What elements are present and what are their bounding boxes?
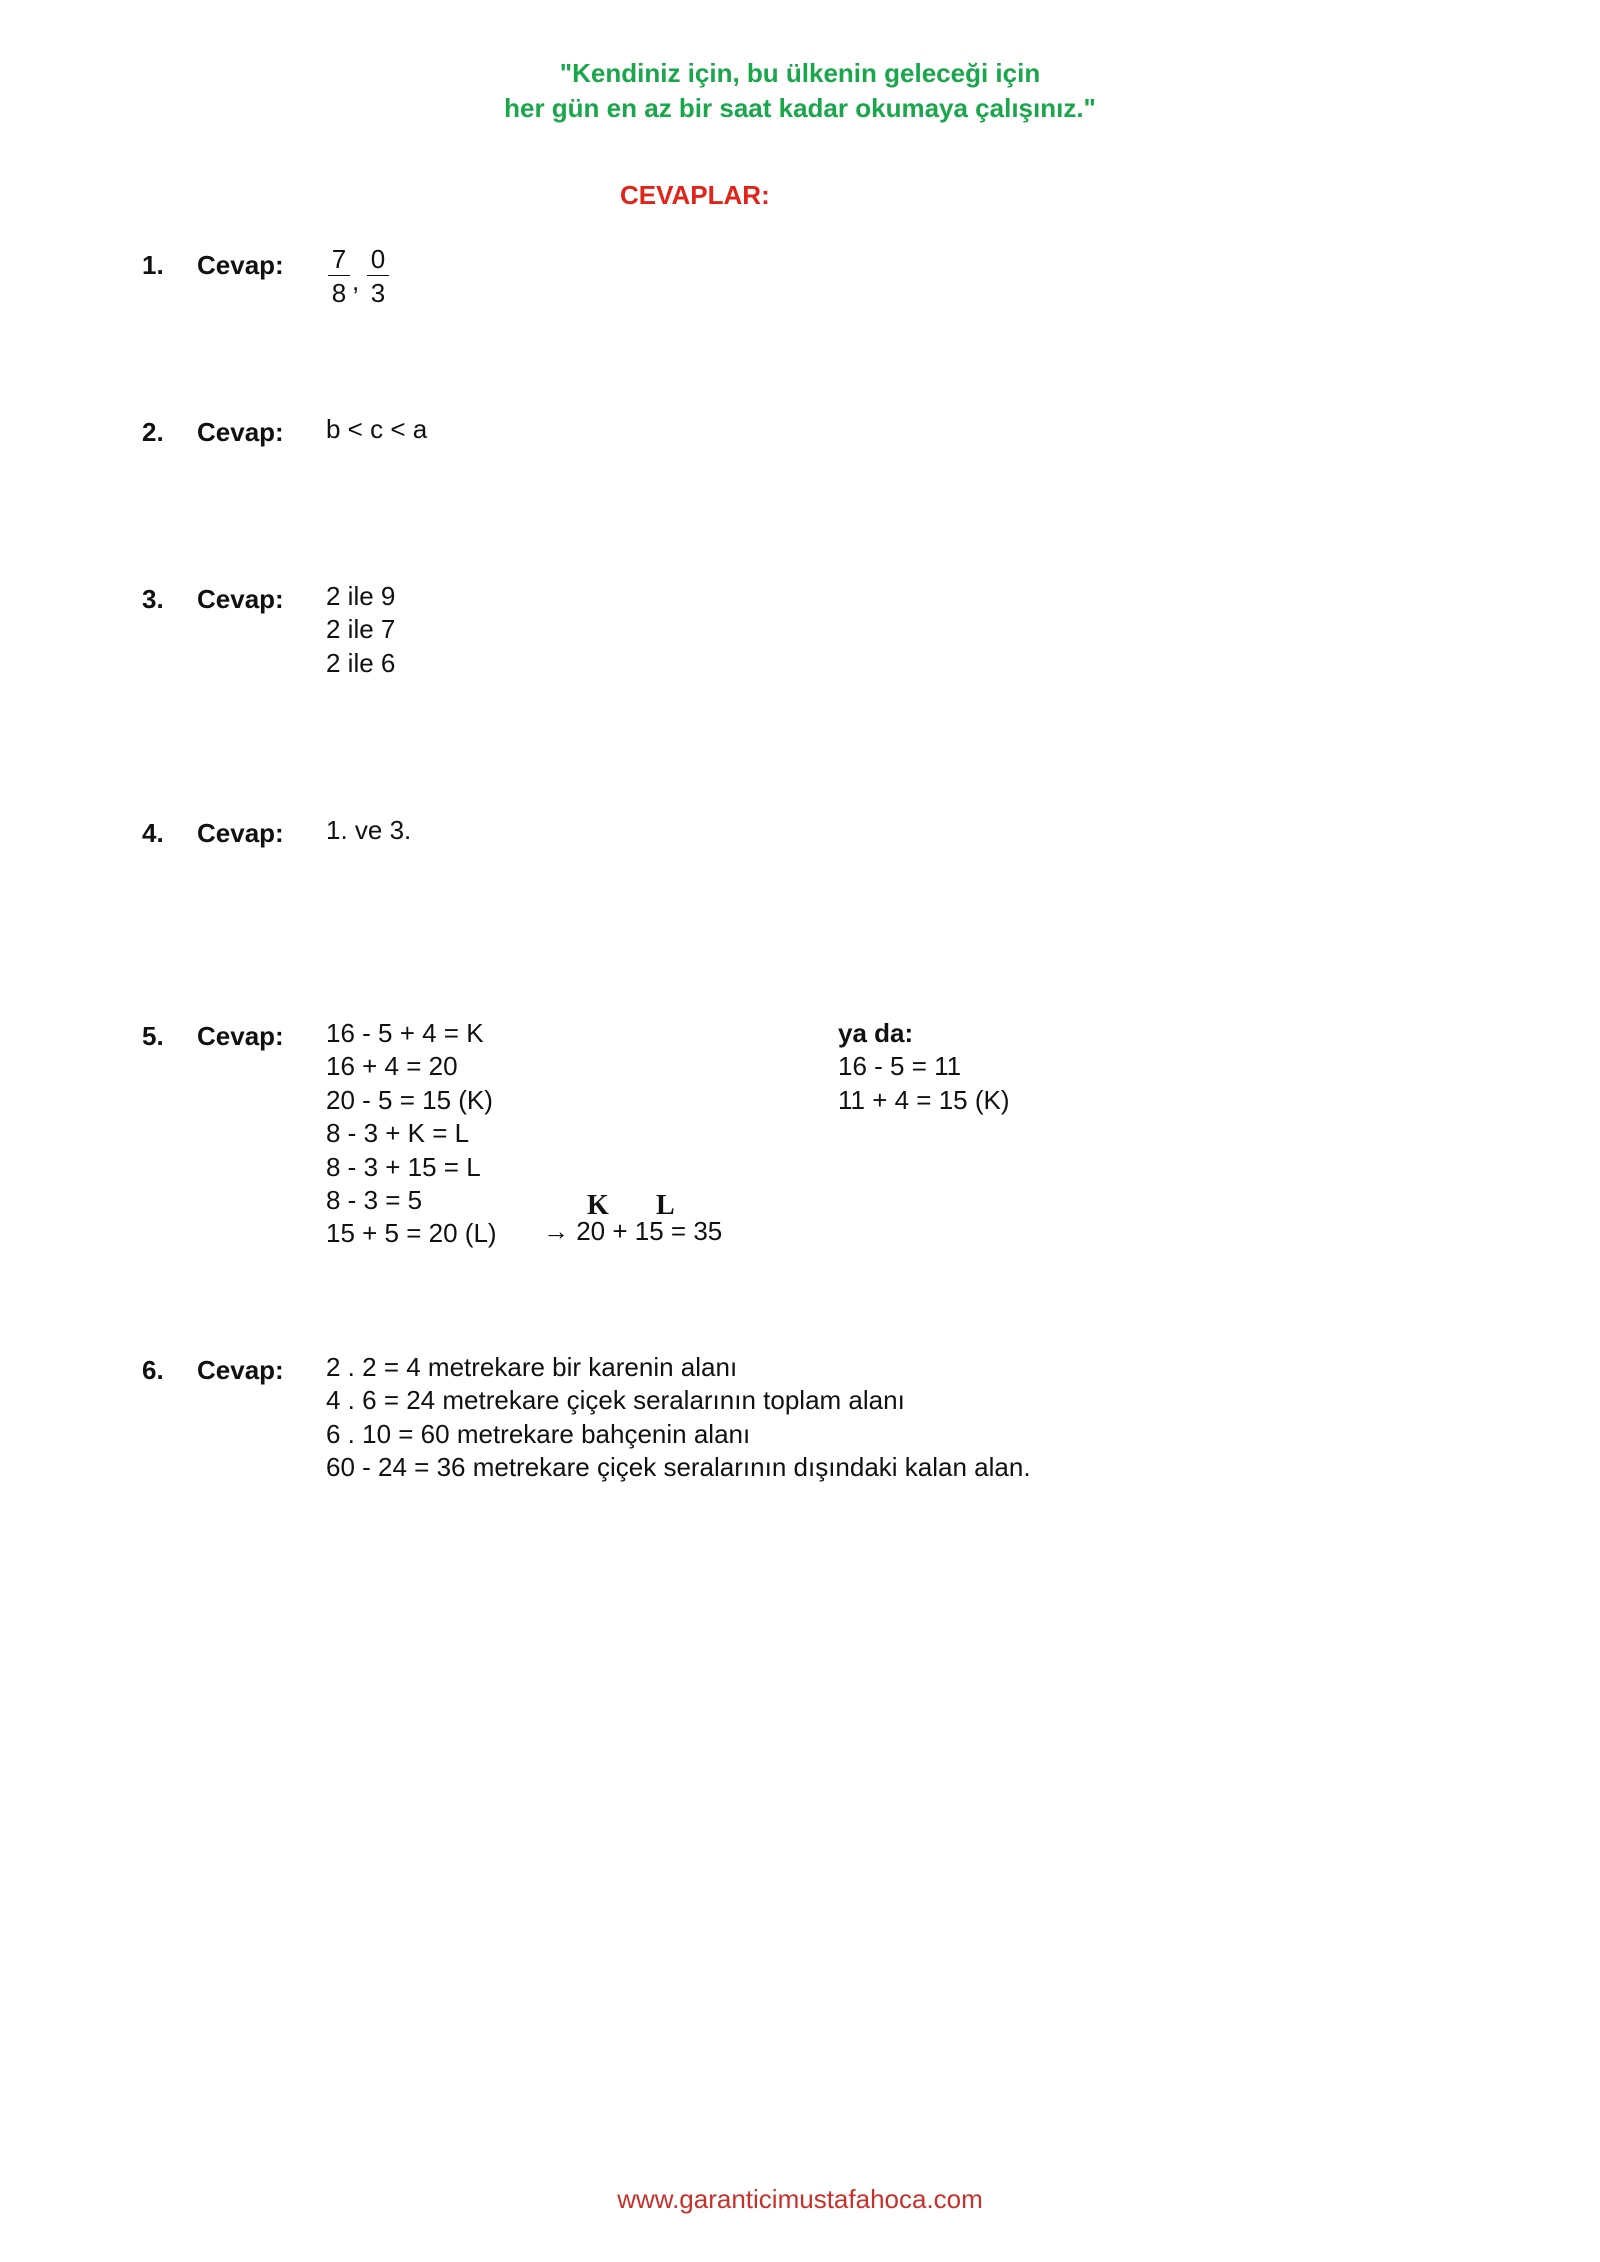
answer-line: 4 . 6 = 24 metrekare çiçek seralarının toplam alanı [326, 1385, 905, 1416]
page-title: CEVAPLAR: [620, 180, 770, 210]
answer-number: 3. [142, 584, 164, 614]
alternative-line: 16 - 5 = 11 [838, 1051, 962, 1082]
answer-number: 6. [142, 1355, 164, 1385]
answer-number: 5. [142, 1021, 164, 1051]
answer-number: 4. [142, 818, 164, 848]
answer-line: 20 - 5 = 15 (K) [326, 1084, 493, 1115]
alternative-title: ya da: [838, 1018, 914, 1048]
answer-line: 60 - 24 = 36 metrekare çiçek seralarının dışındaki kalan alan. [326, 1452, 1031, 1483]
fraction-numerator: 7 [331, 244, 347, 274]
fraction-denominator: 3 [370, 278, 386, 308]
answer-text [326, 413, 427, 446]
motivational-quote [0, 56, 1600, 126]
answer-text [326, 1351, 1031, 1485]
k-label: K [587, 1190, 609, 1221]
answer-line: 2 ile 9 [326, 581, 396, 611]
answer-text [326, 814, 411, 847]
answer-line: 15 + 5 = 20 (L) [326, 1218, 497, 1249]
answer-label: Cevap: [197, 250, 284, 280]
fraction-separator: , [352, 266, 360, 296]
answer-label: Cevap: [197, 1021, 284, 1051]
arrow-result-line: → 20 + 15 = 35 [543, 1216, 723, 1246]
quote-line-2: her gün en az bir saat kadar okumaya çalışınız." [504, 93, 1096, 123]
fraction-0-3 [367, 244, 389, 311]
answer-label: Cevap: [197, 417, 284, 447]
answer-number: 1. [142, 250, 164, 280]
fraction-denominator: 8 [331, 278, 347, 308]
footer-website-link[interactable]: www.garanticimustafahoca.com [617, 2184, 983, 2214]
answer-line: 1. ve 3. [326, 815, 412, 845]
answer-line: 6 . 10 = 60 metrekare bahçenin alanı [326, 1418, 751, 1449]
answer-line: 8 - 3 + K = L [326, 1118, 470, 1149]
quote-line-1: "Kendiniz için, bu ülkenin geleceği için [559, 58, 1041, 88]
answer-line: 8 - 3 = 5 [326, 1185, 423, 1216]
alternative-line: 11 + 4 = 15 (K) [838, 1084, 1010, 1115]
fraction-numerator: 0 [370, 244, 386, 274]
answer-label: Cevap: [197, 818, 284, 848]
l-label: L [656, 1190, 675, 1221]
answer-line: b < c < a [326, 414, 428, 444]
fraction-7-8 [328, 244, 350, 311]
answer-line: 16 - 5 + 4 = K [326, 1018, 484, 1048]
answer-text [326, 1017, 497, 1251]
answer-number: 2. [142, 417, 164, 447]
answer-line: 2 ile 7 [326, 614, 396, 645]
answer-label: Cevap: [197, 584, 284, 614]
answer-line: 8 - 3 + 15 = L [326, 1151, 481, 1182]
alternative-solution [838, 1017, 1010, 1117]
answer-line: 2 ile 6 [326, 647, 396, 678]
answer-text [326, 580, 395, 680]
answer-line: 2 . 2 = 4 metrekare bir karenin alanı [326, 1352, 738, 1382]
answer-line: 16 + 4 = 20 [326, 1051, 458, 1082]
answer-label: Cevap: [197, 1355, 284, 1385]
